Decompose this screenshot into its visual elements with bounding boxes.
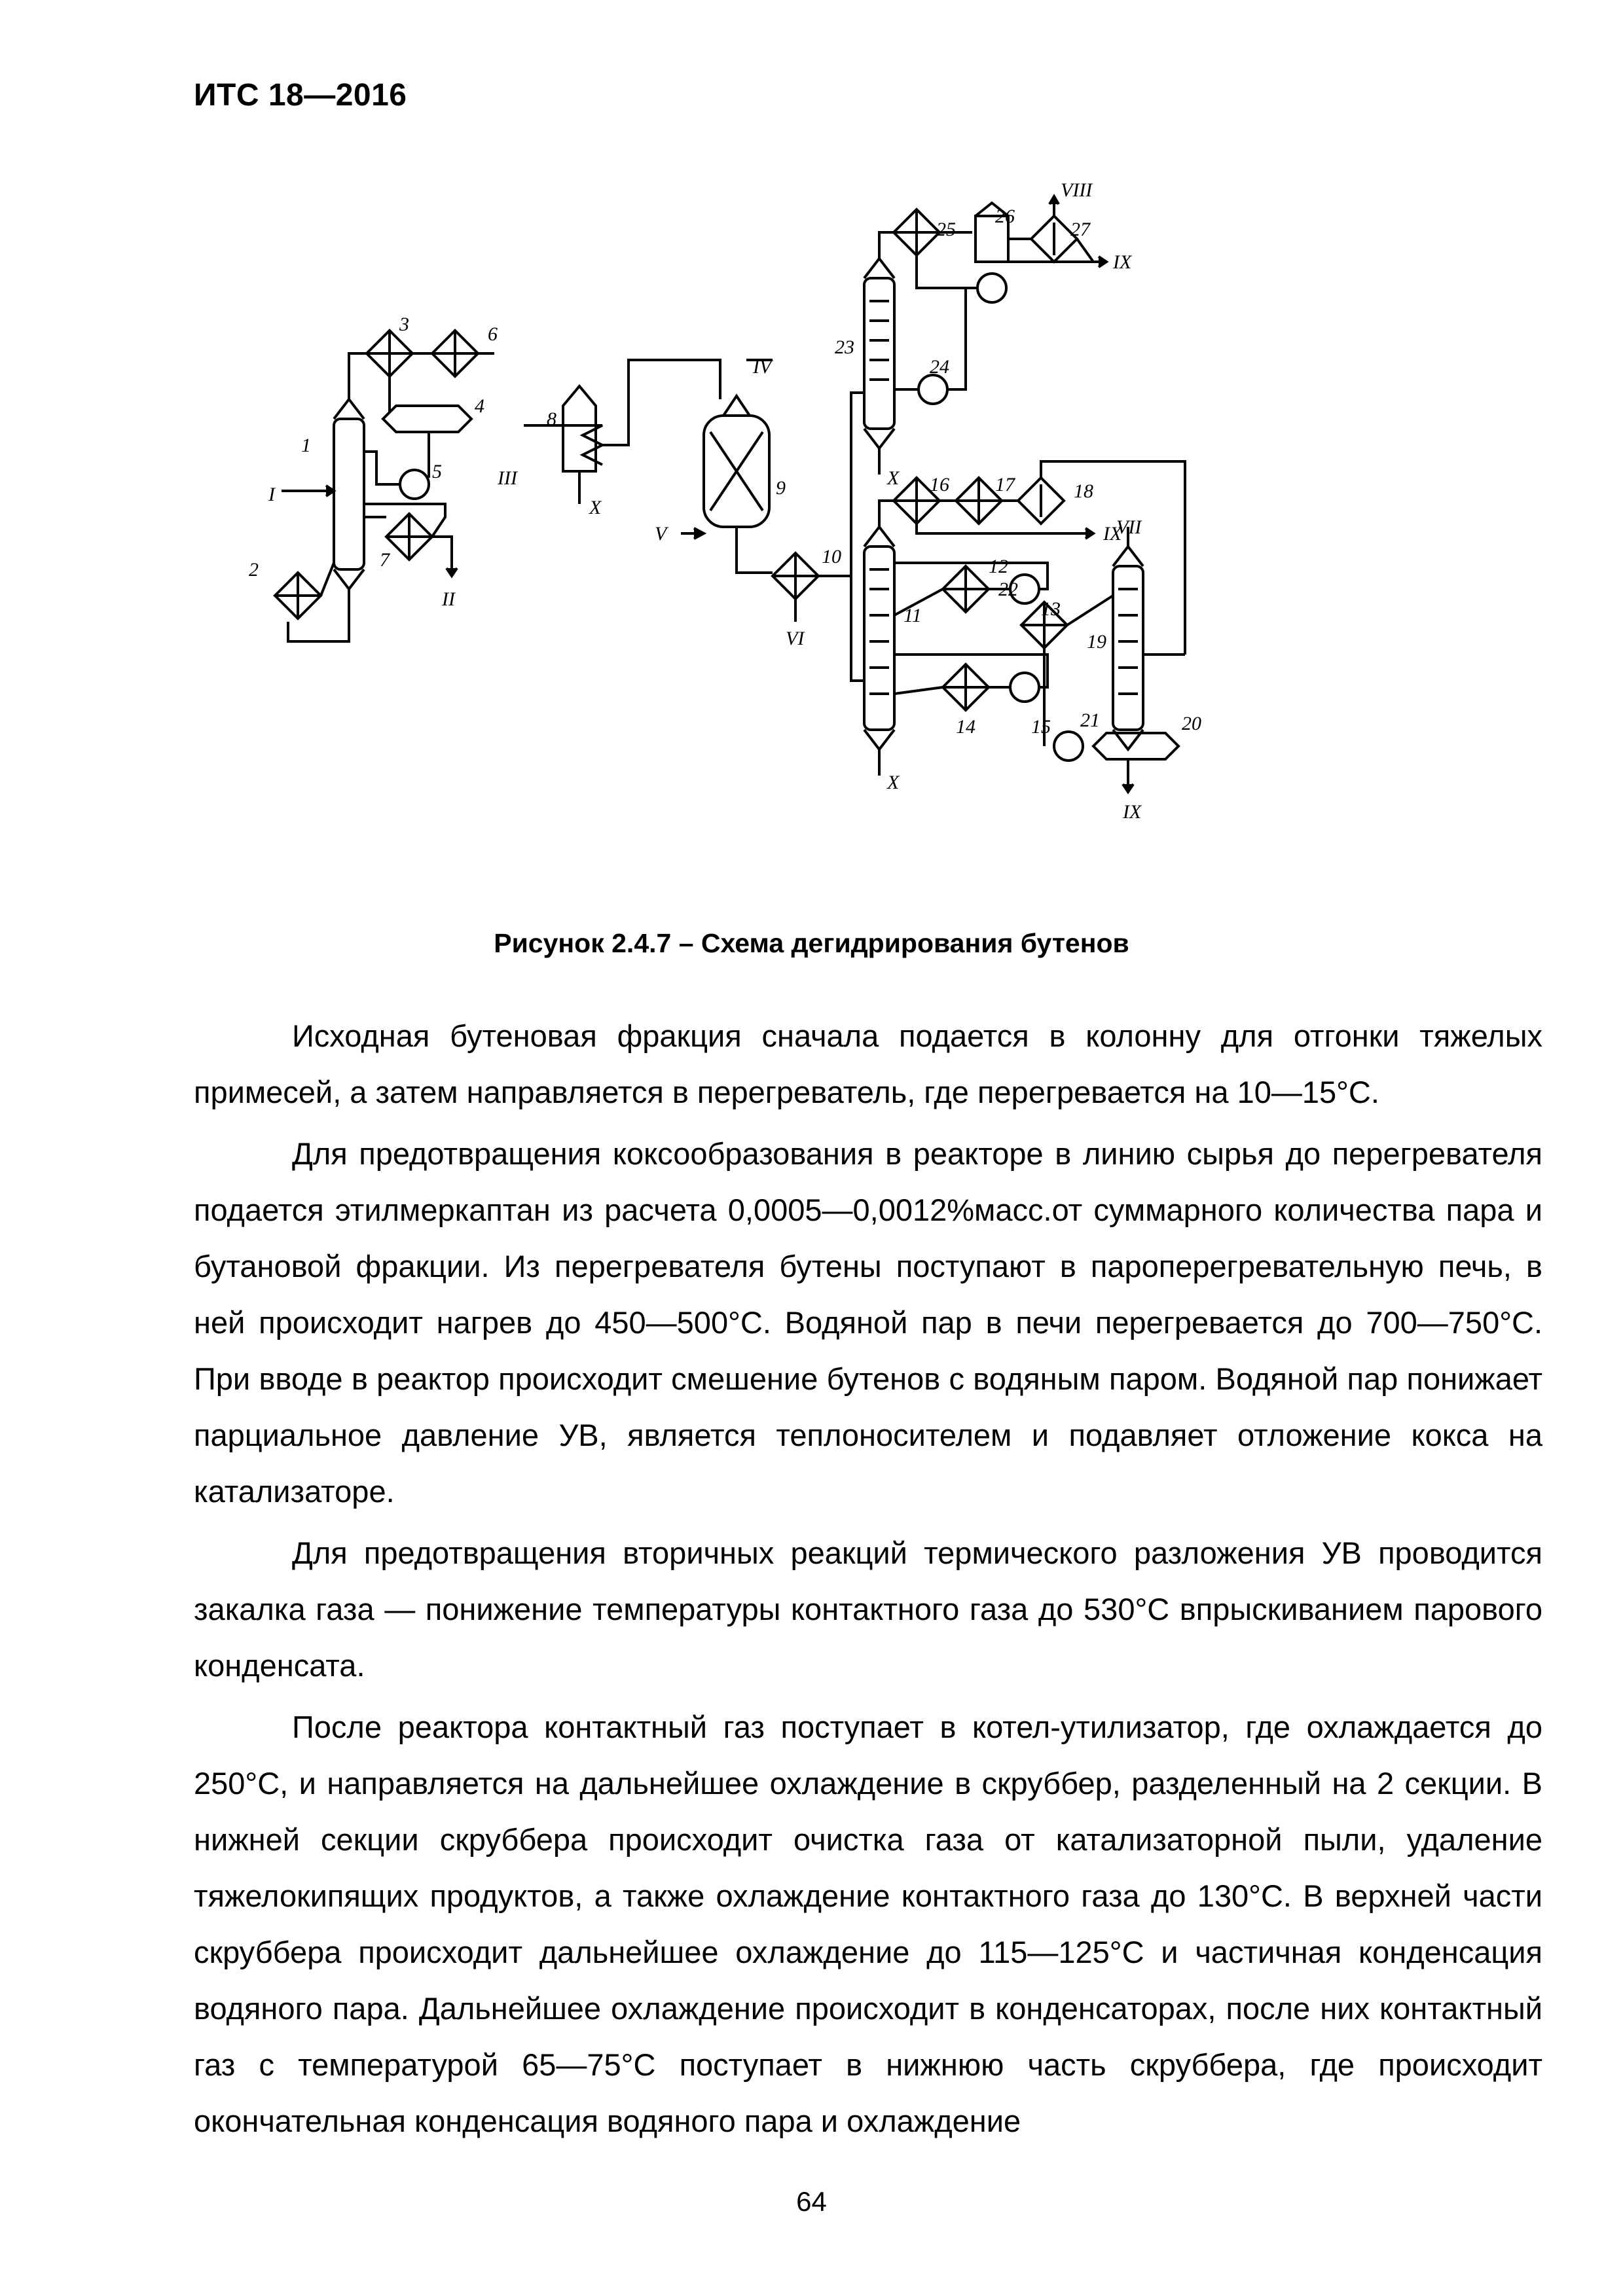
stream-VIII: VIII <box>1061 179 1093 201</box>
label-26: 26 <box>995 206 1015 227</box>
label-12: 12 <box>989 556 1008 577</box>
pump-21 <box>1054 732 1083 761</box>
label-3: 3 <box>399 314 409 335</box>
heat-exchanger-25 <box>894 209 939 255</box>
stream-III: III <box>498 467 517 489</box>
stream-II: II <box>442 588 455 610</box>
label-10: 10 <box>822 546 841 567</box>
label-15: 15 <box>1031 716 1051 738</box>
column-11 <box>864 527 894 749</box>
stream-VII: VII <box>1116 516 1142 538</box>
stream-IV: IV <box>753 356 772 378</box>
stream-IX-mid: IX <box>1103 523 1122 545</box>
label-22: 22 <box>998 579 1018 600</box>
column-23 <box>864 259 894 448</box>
stream-V: V <box>655 523 667 545</box>
drum-20 <box>1093 733 1178 759</box>
label-8: 8 <box>547 408 556 430</box>
pump-15 <box>1010 673 1039 702</box>
label-16: 16 <box>930 474 949 495</box>
heat-exchanger-2 <box>275 573 321 619</box>
label-18: 18 <box>1074 480 1093 502</box>
label-14: 14 <box>956 716 976 738</box>
column-1 <box>334 399 364 589</box>
column-19 <box>1113 547 1143 749</box>
paragraph: Для предотвращения вторичных реакций термического разложения УВ проводится закалка газа — понижение температуры контактного газа до 530°С впрыскиванием парового конденсата. <box>194 1535 1542 1683</box>
paragraph: Исходная бутеновая фракция сначала подается в колонну для отгонки тяжелых примесей, а затем направляется в перегреватель, где перегревается на 10—15°С. <box>194 1018 1542 1109</box>
stream-VI: VI <box>786 628 805 649</box>
stream-X-11: X <box>887 772 900 793</box>
stream-IX-top: IX <box>1113 251 1132 273</box>
paragraph: Для предотвращения коксообразования в реакторе в линию сырья до перегревателя подается этилмеркаптан из расчета 0,0005—0,0012%масс.от суммарного количества пара и бутановой фракции. Из перегревателя бутены поступают в пароперегревательную печь, в ней происходит нагрев до 450—500°С. Водяной пар в печи перегревается до 700—750°С. При вводе в реактор происходит смешение бутенов с водяным паром. Водяной пар понижает парциальное давление УВ, является теплоносителем и подавляет отложение кокса на катализаторе. <box>194 1136 1542 1509</box>
label-9: 9 <box>776 477 786 499</box>
label-11: 11 <box>903 605 922 626</box>
label-1: 1 <box>301 435 311 456</box>
label-6: 6 <box>488 323 498 345</box>
label-23: 23 <box>835 336 854 358</box>
label-21: 21 <box>1080 709 1100 731</box>
document-code: ИТС 18—2016 <box>194 78 407 113</box>
label-27: 27 <box>1070 219 1090 240</box>
label-19: 19 <box>1087 631 1106 653</box>
figure-caption: Рисунок 2.4.7 – Схема дегидрирования бутенов <box>494 928 1129 958</box>
heat-exchanger-14 <box>943 664 989 710</box>
stream-X-23: X <box>887 467 900 489</box>
label-25: 25 <box>936 219 956 240</box>
stream-X-8: X <box>589 497 602 518</box>
label-5: 5 <box>432 461 442 482</box>
paragraph: После реактора контактный газ поступает в котел-утилизатор, где охлаждается до 250°С, и направляется на дальнейшее охлаждение в скруббер, разделенный на 2 секции. В нижней секции скруббера происходит очистка газа от катализаторной пыли, удаление тяжелокипящих продуктов, а также охлаждение контактного газа до 130°С. В верхней части скруббера происходит дальнейшее охлаждение до 115—125°С и частичная конденсация водяного пара. Дальнейшее охлаждение происходит в конденсаторах, после них контактный газ с температурой 65—75°С поступает в нижнюю часть скруббера, где происходит окончательная конденсация водяного пара и охлаждение <box>194 1710 1542 2138</box>
reactor-9 <box>704 396 769 527</box>
label-4: 4 <box>475 395 484 417</box>
stream-IX-bottom: IX <box>1123 801 1142 823</box>
pump-5 <box>400 470 429 499</box>
heat-exchanger-3 <box>367 331 412 376</box>
label-7: 7 <box>380 549 390 571</box>
label-17: 17 <box>995 474 1015 495</box>
page-number: 64 <box>796 2186 827 2217</box>
heat-exchanger-6 <box>432 331 478 376</box>
pump-24 <box>919 375 947 404</box>
label-24: 24 <box>930 356 949 378</box>
label-13: 13 <box>1041 598 1061 620</box>
heat-exchanger-12 <box>943 566 989 612</box>
pump-26b <box>977 274 1006 302</box>
stream-I: I <box>268 484 275 505</box>
label-2: 2 <box>249 559 259 581</box>
body-text <box>194 1008 1542 2155</box>
superheater-8 <box>550 386 602 471</box>
drum-4 <box>383 406 471 432</box>
heat-exchanger-10 <box>773 553 818 599</box>
heat-exchanger-7 <box>386 514 432 560</box>
process-flow-diagram <box>236 170 1349 877</box>
label-20: 20 <box>1182 713 1201 734</box>
heat-exchanger-18 <box>1018 478 1064 524</box>
